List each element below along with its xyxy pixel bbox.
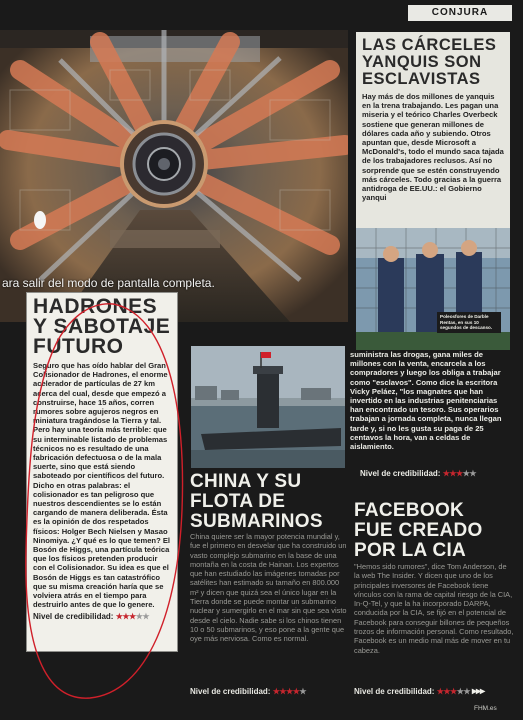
section-tag: CONJURA [408, 5, 512, 21]
title-line: SUBMARINOS [190, 511, 323, 532]
submarine-photo [191, 346, 345, 468]
article-china-text: China quiere ser la mayor potencia mundial y, fue el primero en desvelar que ha construido un vasto complejo submarino en la base de una montaña en la costa de Hainan. Los expertos que han estudiado las imágenes tomadas por satélites han estimado su tamaño en 800.000 m² y dicen que quizá sea el único lugar en la Tierra donde se puede montar un submarino nuclear y sumergirlo en el mar sin que sea visto desde el cielo. Nadie sabe si los chinos tienen 10 o 50 submarinos, y eso pone a la gente que oye más nerviosa. Como es normal. [190, 532, 347, 644]
article-facebook-text: "Hemos sido rumores", dice Tom Anderson, de la web The Insider. Y dicen que uno de los principales inversores de Facebook tiene vínculos con la rama de capital riesgo de la CIA, In-Q-Tel, y que la ha incorporado DARPA, conducida por la CIA, se fijó en el potencial de Facebook para conseguir billones de pequeños trozos de información personal. Como resultado, Facebook es un medio mal más de mover en tu cabeza. [354, 562, 514, 655]
article-carceles-body: Hay más de dos millones de yanquis en la trena trabajando. Les pagan una miseria y el teórico Charles Overbeck sostiene que generan millones de dólares cada año y subiendo. Otros apuntan que, desde Microsoft a McDonald's, todo el mundo saca tajada de los trabajadores reclusos. Así no sorprende que se estén construyendo más cárceles. Todo gracias a la guerra antidroga de EE.UU.: el Gobierno yanqui [362, 92, 504, 203]
star-icon: ★★★★★ [115, 612, 150, 622]
arrow-right-icon: ▸▸▸ [472, 686, 485, 697]
star-icon: ★★★★★ [272, 687, 307, 696]
title-line: HADRONES [33, 295, 158, 318]
credibility-rating [33, 611, 171, 622]
star-icon: ★★★★★ [442, 469, 477, 478]
article-china-title [190, 472, 350, 532]
article-facebook-title [354, 501, 514, 561]
credibility-rating [360, 468, 476, 479]
title-line: Y SABOTAJE [33, 315, 171, 338]
article-china-body [190, 532, 348, 644]
article-carceles-continuation [350, 350, 505, 451]
credibility-rating [354, 686, 470, 697]
credibility-label: Nivel de credibilidad: [190, 687, 271, 696]
title-line: LAS CÁRCELES [362, 36, 497, 54]
article-hadrones [26, 292, 178, 652]
star-icon: ★★★★★ [436, 687, 471, 696]
title-line: FUTURO [33, 335, 124, 358]
title-line: ESCLAVISTAS [362, 70, 481, 88]
photo-caption: Poleosfores de Darble Rentas, en sus 10 segundos de descanso. [437, 312, 501, 333]
title-line: FACEBOOK [354, 500, 465, 521]
article-hadrones-title [33, 297, 171, 357]
page-folio: FHM.es [474, 705, 497, 712]
article-carceles-title [362, 37, 504, 88]
title-line: YANQUIS SON [362, 53, 482, 71]
title-line: POR LA CIA [354, 540, 467, 561]
title-line: FLOTA DE [190, 491, 286, 512]
article-hadrones-body: Seguro que has oído hablar del Gran Colisionador de Hadrones, el enorme acelerador de partículas de 27 km acerca del cual, desde que empezó a construirse, hace 15 años, corren rumores sobre agujeros negros en miniatura tragándose la Tierra y tal. Pero hay una teoría más terrible: que su interminable listado de problemas técnicos no es resultado de una fabricación defectuosa o de la mala suerte, sino que está siendo saboteado por científicos del futuro. Dicho en otras palabras: el colisionador es tan peligroso que nuestros descendientes se lo están cargando de manera deliberada. Ésta es la opinión de dos respetados físicos: Holger Bech Nielsen y Masao Ninomiya. ¿Y qué es lo que temen? El Bosón de Higgs, una partícula teórica que los físicos pretenden producir con el Colisionador. Su idea es que el Bosón de Higgs es tan catastrófico que su misma creación haría que se volviera atrás en el tiempo para destruirlo antes de que lo genere. [33, 361, 170, 610]
fullscreen-hint: ara salir del modo de pantalla completa. [2, 276, 215, 290]
credibility-label: Nivel de credibilidad: [33, 612, 114, 622]
title-line: CHINA Y SU [190, 471, 302, 492]
title-line: FUE CREADO [354, 520, 483, 541]
article-facebook-body [354, 562, 514, 655]
credibility-label: Nivel de credibilidad: [354, 687, 435, 696]
article-carceles [356, 32, 510, 228]
article-carceles-continuation-text: suministra las drogas, gana miles de millones con la venta, encarcela a los compradores y luego los obliga a trabajar como "esclavos". Como dice la escritora Vicky Peláez, "los magnates que han invertido en las industrias penitenciarias han encontrado un tesoro. Sus operarios trabajan a jornada completa, nunca llegan tarde y, si no les gusta su paga de 25 centavos la hora, van a celdas de aislamiento. [350, 350, 502, 452]
credibility-label: Nivel de credibilidad: [360, 469, 441, 478]
credibility-rating [190, 686, 306, 697]
